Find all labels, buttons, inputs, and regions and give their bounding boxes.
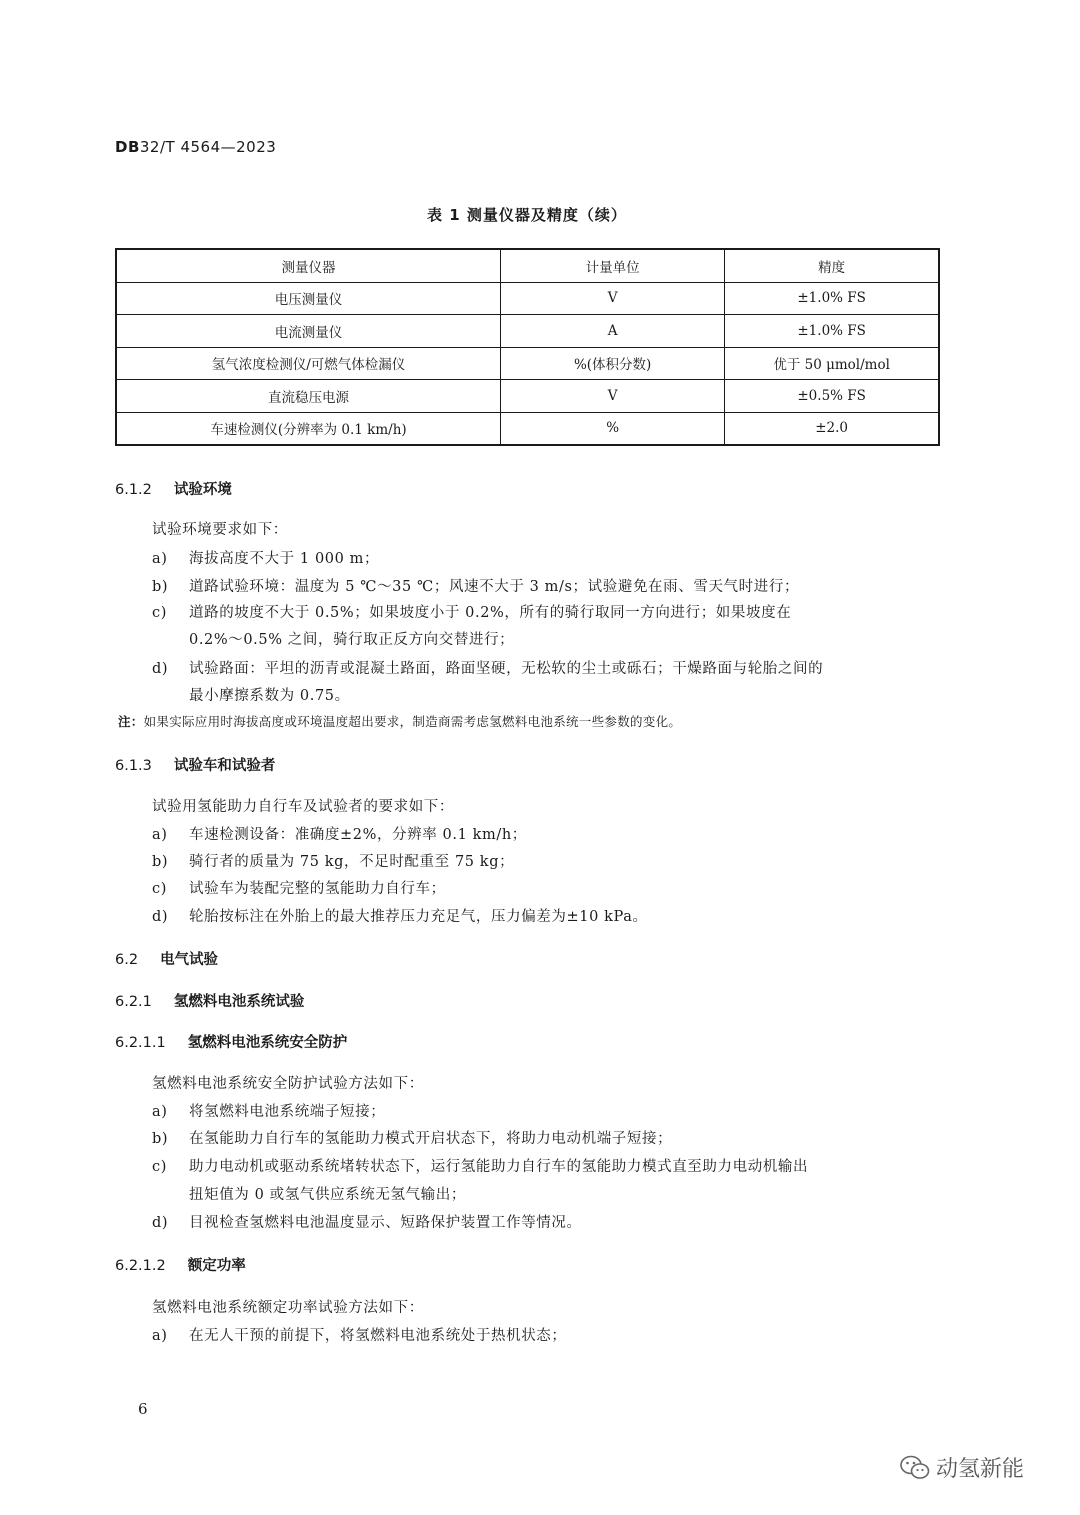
wechat-icon — [900, 1455, 930, 1481]
table-cell: ±1.0% FS — [725, 282, 939, 315]
column-header: 测量仪器 — [116, 249, 501, 282]
list-item: c) 试验车为装配完整的氢能助力自行车； — [152, 881, 446, 897]
measurement-table — [115, 248, 940, 446]
list-item: a) 将氢燃料电池系统端子短接； — [152, 1104, 386, 1120]
watermark — [900, 1452, 1024, 1483]
table-cell: A — [501, 315, 725, 348]
section-intro: 试验环境要求如下： — [152, 522, 288, 538]
table-cell: V — [501, 282, 725, 315]
section-heading-6-2-1-1: 6.2.1.1 氢燃料电池系统安全防护 — [115, 1035, 348, 1051]
table-cell: 优于 50 μmol/mol — [725, 347, 939, 380]
table-cell: 电流测量仪 — [116, 315, 501, 348]
list-item: c) 道路的坡度不大于 0.5%；如果坡度小于 0.2%，所有的骑行取同一方向进行；如果坡度在 — [152, 605, 792, 621]
table-caption: 表 1 测量仪器及精度（续） — [427, 206, 627, 224]
section-intro: 氢燃料电池系统额定功率试验方法如下： — [152, 1300, 424, 1316]
section-intro: 试验用氢能助力自行车及试验者的要求如下： — [152, 799, 454, 815]
list-item: b) 在氢能助力自行车的氢能助力模式开启状态下，将助力电动机端子短接； — [152, 1131, 673, 1147]
list-item-continuation: 扭矩值为 0 或氢气供应系统无氢气输出； — [189, 1187, 466, 1203]
table-cell: ±2.0 — [725, 412, 939, 445]
section-heading-6-2-1-2: 6.2.1.2 额定功率 — [115, 1258, 246, 1274]
table-row — [116, 315, 939, 348]
list-item: b) 骑行者的质量为 75 kg，不足时配重至 75 kg； — [152, 854, 515, 870]
table-row — [116, 282, 939, 315]
section-intro: 氢燃料电池系统安全防护试验方法如下： — [152, 1076, 424, 1092]
table-cell: ±0.5% FS — [725, 380, 939, 413]
list-item-continuation: 0.2%～0.5% 之间，骑行取正反方向交替进行； — [189, 632, 515, 648]
note: 注：如果实际应用时海拔高度或环境温度超出要求，制造商需考虑氢燃料电池系统一些参数的变化。 — [118, 714, 682, 729]
list-item: d) 试验路面：平坦的沥青或混凝土路面，路面坚硬，无松软的尘土或砾石；干燥路面与轮胎之间的 — [152, 661, 824, 677]
list-item-continuation: 最小摩擦系数为 0.75。 — [189, 688, 350, 704]
section-heading-6-1-2: 6.1.2 试验环境 — [115, 482, 232, 498]
table-cell: 氢气浓度检测仪/可燃气体检漏仪 — [116, 347, 501, 380]
table-cell: ±1.0% FS — [725, 315, 939, 348]
watermark-text: 动氢新能 — [936, 1457, 1025, 1482]
table-header-row — [116, 249, 939, 282]
document-code: DB32/T 4564—2023 — [115, 138, 277, 156]
section-heading-6-1-3: 6.1.3 试验车和试验者 — [115, 758, 276, 774]
list-item: a) 海拔高度不大于 1 000 m； — [152, 551, 380, 567]
table-row — [116, 380, 939, 413]
table-row — [116, 347, 939, 380]
table-cell: 车速检测仪(分辨率为 0.1 km/h) — [116, 412, 501, 445]
section-heading-6-2: 6.2 电气试验 — [115, 952, 219, 968]
table-cell: % — [501, 412, 725, 445]
list-item: d) 目视检查氢燃料电池温度显示、短路保护装置工作等情况。 — [152, 1215, 582, 1231]
column-header: 计量单位 — [501, 249, 725, 282]
page-number: 6 — [138, 1400, 148, 1418]
table-row — [116, 412, 939, 445]
column-header: 精度 — [725, 249, 939, 282]
table-cell: V — [501, 380, 725, 413]
table-cell: 直流稳压电源 — [116, 380, 501, 413]
list-item: a) 在无人干预的前提下，将氢燃料电池系统处于热机状态； — [152, 1328, 567, 1344]
list-item: c) 助力电动机或驱动系统堵转状态下，运行氢能助力自行车的氢能助力模式直至助力电动机输出 — [152, 1159, 809, 1175]
table-cell: %(体积分数) — [501, 347, 725, 380]
list-item: a) 车速检测设备：准确度±2%，分辨率 0.1 km/h； — [152, 827, 527, 843]
list-item: b) 道路试验环境：温度为 5 ℃～35 ℃；风速不大于 3 m/s；试验避免在雨、雪天气时进行； — [152, 579, 800, 595]
table-cell: 电压测量仪 — [116, 282, 501, 315]
list-item: d) 轮胎按标注在外胎上的最大推荐压力充足气，压力偏差为±10 kPa。 — [152, 909, 648, 925]
section-heading-6-2-1: 6.2.1 氢燃料电池系统试验 — [115, 994, 305, 1010]
